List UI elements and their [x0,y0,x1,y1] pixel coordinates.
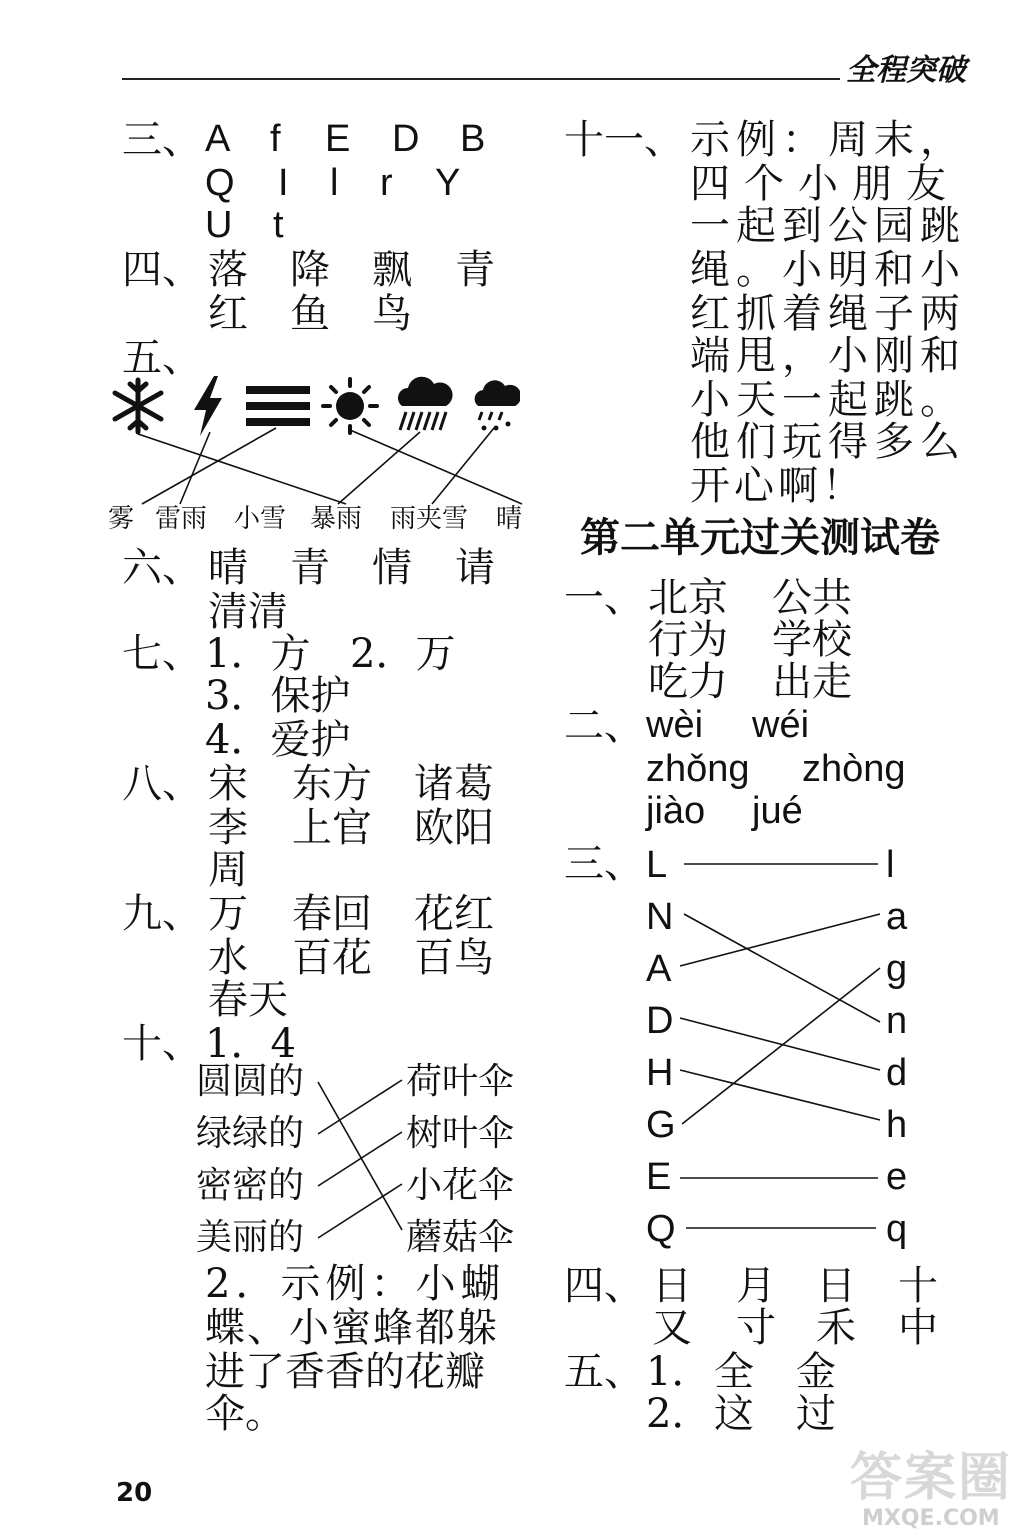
s10-label: 十、 [122,1021,202,1067]
umbrella-word: 蘑菇伞 [406,1217,515,1258]
char: 金 [796,1349,836,1395]
word: 水 [208,935,248,981]
s7-label: 七、 [122,631,202,677]
uppercase-letter: A [646,948,672,990]
surname: 上官 [292,805,372,851]
lowercase-letter: a [886,896,908,938]
char: 这 [714,1391,754,1437]
lowercase-letter: n [886,1000,908,1042]
lowercase-letter: g [886,948,908,990]
letter: A [205,118,231,160]
char: 日 [652,1263,692,1309]
pinyin: jué [752,790,803,832]
lowercase-letter: h [886,1104,908,1146]
letter: r [380,162,393,204]
char: 情 [372,545,412,591]
letter: t [273,204,284,246]
word: 北京 [648,575,728,621]
weather-word: 雾 [108,504,135,534]
lowercase-letter: e [886,1156,908,1198]
uppercase-letter: N [646,896,674,938]
weather-word: 雨夹雪 [390,504,469,534]
word: 百花 [292,935,372,981]
weather-word: 雷雨 [155,504,208,534]
example-line: 伞。 [205,1391,285,1437]
weather-word: 小雪 [234,504,287,534]
surname: 李 [208,805,248,851]
pinyin: wéi [752,704,810,746]
page-number: 20 [116,1478,153,1508]
item-number: 2． [646,1391,712,1437]
word: 春天 [208,977,288,1023]
header-brand: 全程突破 [846,53,966,88]
uppercase-letter: G [646,1104,676,1146]
char: 青 [455,247,495,293]
example-line: 进了香香的花瓣 [205,1349,485,1395]
char: 降 [290,247,330,293]
letter: Y [435,162,461,204]
word: 公共 [772,575,852,621]
pinyin: wèi [646,704,704,746]
word: 学校 [772,617,852,663]
char: 鸟 [372,291,412,337]
word: 清清 [208,589,288,635]
uppercase-letter: H [646,1052,674,1094]
essay-line: 端甩，小刚和 [690,333,966,379]
pinyin: jiào [646,790,706,832]
pinyin: zhòng [802,748,906,790]
essay-line: 红抓着绳子两 [690,291,966,337]
surname: 东方 [292,761,372,807]
adjective: 绿绿的 [196,1113,305,1154]
unit-title: 第二单元过关测试卷 [580,515,940,561]
word: 行为 [648,617,728,663]
uppercase-letter: L [646,844,668,886]
watermark-logo: 答案圈 [850,1448,1013,1508]
uppercase-letter: D [646,1000,674,1042]
essay-line: 小天一起跳。 [690,377,966,423]
char: 晴 [208,545,248,591]
essay-line: 他们玩得多么 [690,419,966,465]
char: 禾 [816,1305,856,1351]
pinyin: zhǒng [646,748,750,790]
surname: 周 [208,847,248,893]
s4-label: 四、 [122,247,202,293]
umbrella-word: 荷叶伞 [406,1061,515,1102]
char: 寸 [736,1305,776,1351]
lowercase-letter: q [886,1208,908,1250]
word: 吃力 [648,659,728,705]
word: 出走 [772,659,852,705]
letter: f [270,118,281,160]
s3-label: 三、 [122,117,202,163]
char: 落 [208,247,248,293]
item-number: 1． [646,1349,712,1395]
s9-label: 九、 [122,891,202,937]
essay-line: 示例：周末， [690,117,966,163]
essay-line: 四个小朋友 [690,161,960,207]
word: 百鸟 [414,935,494,981]
essay-line: 开心啊！ [690,463,866,509]
lowercase-letter: l [886,844,895,886]
letter: I [278,162,289,204]
u2-label: 二、 [564,703,644,749]
s8-label: 八、 [122,761,202,807]
char: 请 [455,545,495,591]
char: 又 [652,1305,692,1351]
surname: 诸葛 [414,761,494,807]
char: 全 [714,1349,754,1395]
word: 万 [208,891,248,937]
word: 春回 [292,891,372,937]
answer: 4．爱护 [205,717,351,763]
essay-line: 一起到公园跳 [690,203,966,249]
word: 花红 [414,891,494,937]
char: 飘 [372,247,412,293]
answer: 1．4 [205,1021,296,1067]
essay-line: 绳。小明和小 [690,247,966,293]
letter: D [392,118,420,160]
lowercase-letter: d [886,1052,908,1094]
weather-word: 暴雨 [310,504,363,534]
char: 青 [290,545,330,591]
umbrella-word: 树叶伞 [406,1113,515,1154]
example-line: 2．示例：小蝴 [205,1261,506,1307]
watermark-url: MXQE.COM [862,1506,1000,1531]
u1-label: 一、 [564,575,644,621]
letter: Q [205,162,235,204]
char: 月 [736,1263,776,1309]
char: 过 [796,1391,836,1437]
u4-label: 四、 [564,1263,644,1309]
letter: l [330,162,339,204]
answer: 1．方 [205,631,311,677]
u3-label: 三、 [564,841,644,887]
char: 红 [208,291,248,337]
answer: 3．保护 [205,673,351,719]
letter: E [325,118,351,160]
adjective: 圆圆的 [196,1061,305,1102]
weather-word: 晴 [496,504,523,534]
s6-label: 六、 [122,545,202,591]
s11-label: 十一、 [564,117,684,163]
uppercase-letter: E [646,1156,672,1198]
char: 鱼 [290,291,330,337]
s5-label: 五、 [122,335,202,381]
adjective: 密密的 [196,1165,305,1206]
char: 中 [898,1305,938,1351]
answer: 2．万 [350,631,456,677]
example-line: 蝶、小蜜蜂都躲 [205,1305,499,1351]
u5-label: 五、 [564,1349,644,1395]
adjective: 美丽的 [196,1217,305,1258]
umbrella-word: 小花伞 [406,1165,515,1206]
char: 十 [898,1263,938,1309]
uppercase-letter: Q [646,1208,676,1250]
letter: B [460,118,486,160]
surname: 欧阳 [414,805,494,851]
char: 日 [816,1263,856,1309]
letter: U [205,204,233,246]
surname: 宋 [208,761,248,807]
